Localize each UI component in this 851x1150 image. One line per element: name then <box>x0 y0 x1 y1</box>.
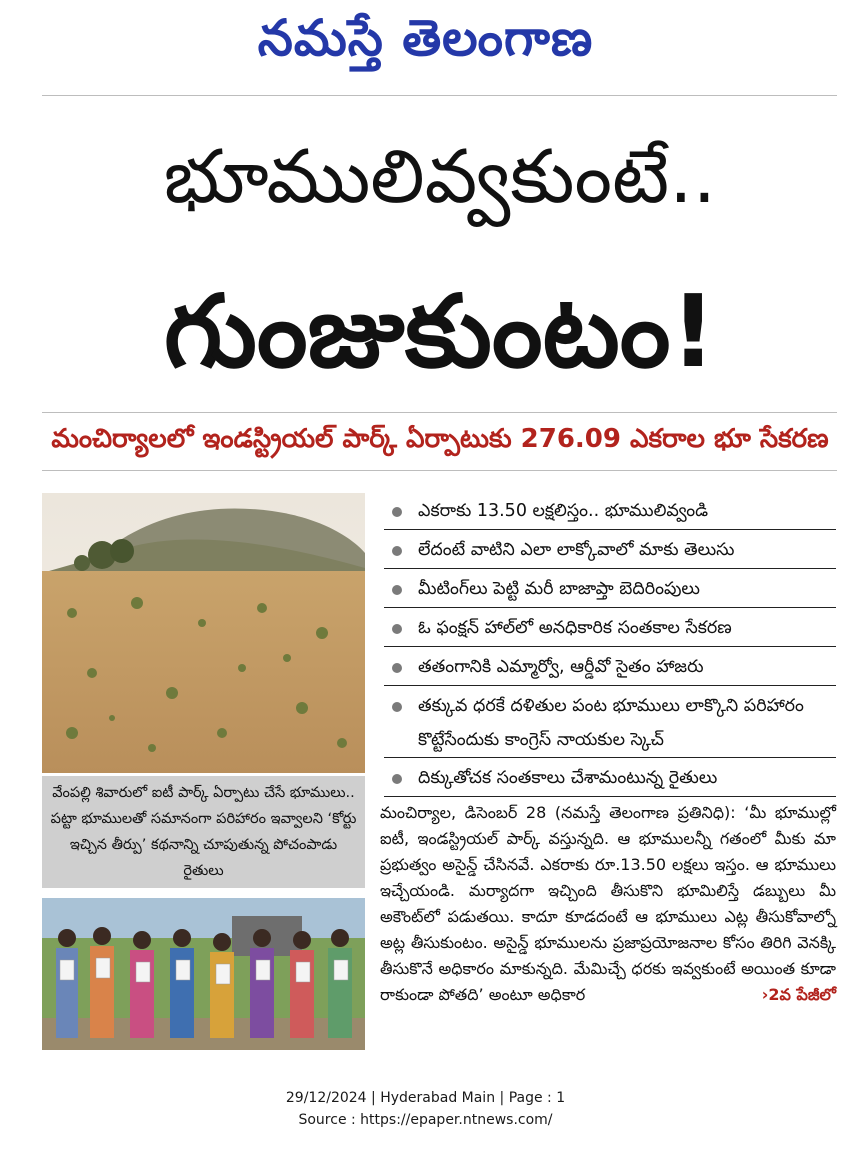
headline-line-2: గుంజుకుంటం! <box>163 273 717 390</box>
landscape-photo <box>42 493 365 773</box>
bullet-icon <box>392 507 402 517</box>
photo-caption: వేంపల్లి శివారులో ఐటీ పార్క్ ఏర్పాటు చేసే భూములు.. పట్టా భూములతో సమానంగా పరిహారం ఇవ్వాలని ‘కోర్టు ఇచ్చిన తీర్పు’ కథనాన్ని చూపుతున్న పోచంపాడు రైతులు <box>42 776 365 888</box>
bullet-icon <box>392 702 402 712</box>
continued-on-page-2: ›2వ పేజీలో <box>761 985 836 1004</box>
bullet-item: తక్కువ ధరకే దళితుల పంట భూములు లాక్కొని పరిహారం కొట్టేసేందుకు కాంగ్రెస్ నాయకుల స్కెచ్ <box>384 689 836 758</box>
masthead-logo: నమస్తే తెలంగాణ <box>257 8 594 67</box>
bullet-item: మీటింగ్‌లు పెట్టి మరీ బాజాప్తా బెదిరింపులు <box>384 572 836 608</box>
footer-source: Source : https://epaper.ntnews.com/ <box>298 1112 553 1128</box>
bullet-icon <box>392 624 402 634</box>
highlights-list <box>384 494 836 800</box>
article-text: మంచిర్యాల, డిసెంబర్ 28 (నమస్తే తెలంగాణ ప్రతినిధి): ‘మీ భూముల్లో ఐటీ, ఇండస్ట్రియల్ పార్క్ వస్తున్నది. ఆ భూములన్నీ గతంలో మీకు మా ప్రభుత్వం అసైన్డ్ చేసినవే. ఎకరాకు రూ.13.50 లక్షలు ఇస్తం. ఆ భూములు ఇచ్చేయండి. మర్యాదగా ఇచ్చింది తీసుకొని భూమిలిస్తే డబ్బులు మీ అకౌంట్‌లో పడుతయి. కాదూ కూడదంటే ఆ భూములు ఎట్ల తీసుకోవాల్నో అట్ల తీసుకుంటం. అసైన్డ్ భూములను ప్రజాప్రయోజనాల కోసం తిరిగి వెనక్కి తీసుకొనే అధికారం మాకున్నది. మేమిచ్చే ధరకు ఇవ్వకుంటే అయింత కూడా రాకుండా పోతది’ అంటూ అధికార <box>380 803 836 1004</box>
farmers-photo <box>42 898 365 1050</box>
bullet-item: తతంగానికి ఎమ్మార్వో, ఆర్డీవో సైతం హాజరు <box>384 650 836 686</box>
subhead-divider-top <box>42 412 837 413</box>
bullet-item: దిక్కుతోచక సంతకాలు చేశామంటున్న రైతులు <box>384 761 836 797</box>
bullet-icon <box>392 546 402 556</box>
subhead-divider-bottom <box>42 470 837 471</box>
masthead-divider <box>42 95 837 96</box>
bullet-item: ఓ ఫంక్షన్ హాల్‌లో అనధికారిక సంతకాల సేకరణ <box>384 611 836 647</box>
subheadline: మంచిర్యాలలో ఇండస్ట్రియల్ పార్క్ ఏర్పాటుకు 276.09 ఎకరాల భూ సేకరణ <box>51 424 829 454</box>
bullet-icon <box>392 774 402 784</box>
bullet-icon <box>392 663 402 673</box>
bullet-icon <box>392 585 402 595</box>
bullet-item: ఎకరాకు 13.50 లక్షలిస్తం.. భూములివ్వండి <box>384 494 836 530</box>
article-body <box>380 800 836 1008</box>
headline-line-1: భూములివ్వకుంటే.. <box>163 134 717 220</box>
footer-edition-info: 29/12/2024 | Hyderabad Main | Page : 1 <box>285 1090 566 1106</box>
bullet-item: లేదంటే వాటిని ఎలా లాక్కోవాలో మాకు తెలుసు <box>384 533 836 569</box>
